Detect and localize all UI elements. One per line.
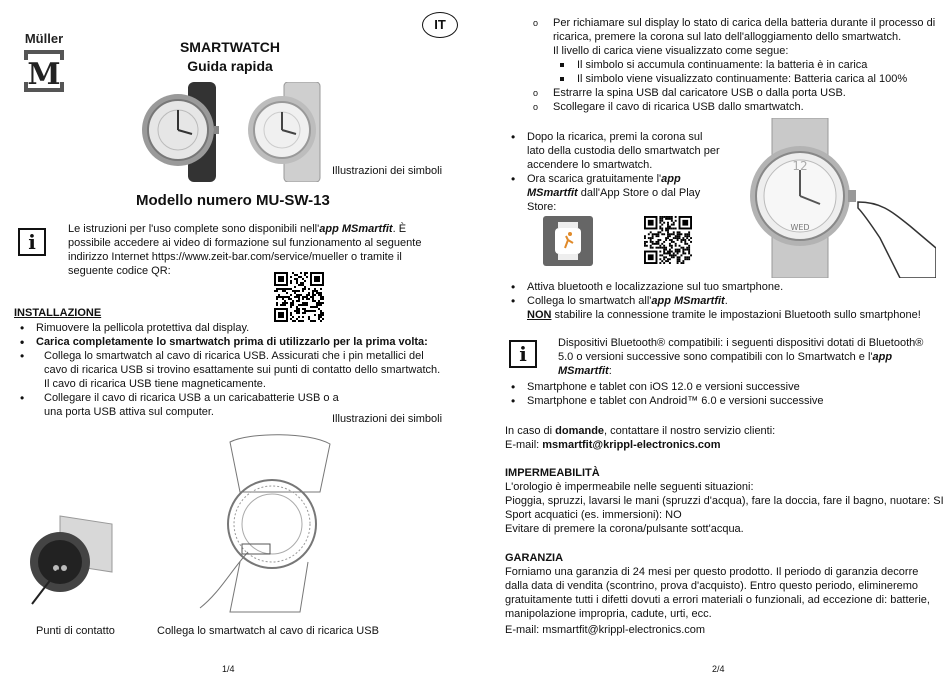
water-line: Evitare di premere la corona/pulsante sott'acqua. [505, 523, 744, 535]
install-list [14, 321, 446, 419]
page-number-left: 1/4 [222, 664, 235, 674]
info-icon: i [509, 340, 537, 368]
intro-text: Le istruzioni per l'uso complete sono disponibili nell'app MSmartfit. È possibile accedere ai video di formazione sul funzionamento al seguente indirizzo Internet https://www.zeit-bar.com/service/mueller o tramite il seguente codice QR: [68, 223, 422, 277]
svg-text:WED: WED [790, 223, 810, 232]
contact-text: In caso di domande, contattare il nostro servizio clienti: [505, 425, 776, 437]
water-line: L'orologio è impermeabile nelle seguenti situazioni: [505, 481, 754, 493]
brand-name: Müller [24, 31, 64, 46]
caption-contacts: Punti di contatto [36, 625, 115, 637]
app-msmartfit-icon [543, 216, 593, 266]
water-line: Pioggia, spruzzi, lavarsi le mani (spruzzi d'acqua), fare la doccia, fare il bagno, nuotare: SI [505, 495, 944, 507]
watch-crown-press-illustration [740, 118, 936, 278]
install-heading: INSTALLAZIONE [14, 307, 102, 319]
caption-connect: Collega lo smartwatch al cavo di ricarica USB [157, 625, 379, 637]
contact-email: E-mail: msmartfit@krippl-electronics.com [505, 439, 721, 451]
watch-leather-illustration [130, 82, 230, 182]
water-line: Sport acquatici (es. immersioni): NO [505, 509, 682, 521]
list-item: • Ora scarica gratuitamente l'app MSmartfit dall'App Store o dal Play Store: [505, 172, 723, 214]
list-item: • Attiva bluetooth e localizzazione sul tuo smartphone. [505, 280, 937, 294]
page-number-right: 2/4 [712, 664, 725, 674]
list-item: • Collega lo smartwatch al cavo di ricarica USB. Assicurati che i pin metallici del cavo di ricarica USB si trovino esattamente sui punti di contatto dello smartwatch. Il cavo di ricarica USB tiene magneticamente. [14, 349, 446, 391]
brand-mark-icon [18, 46, 70, 96]
list-item: o Per richiamare sul display lo stato di carica della batteria durante il processo di ricarica, premere la corona sul lato dell'alloggiamento dello smartwatch. [505, 16, 937, 44]
warranty-heading: GARANZIA [505, 552, 564, 564]
bluetooth-list [505, 280, 937, 322]
page-subtitle: Guida rapida [187, 58, 273, 74]
list-item: NON stabilire la connessione tramite le impostazioni Bluetooth sullo smartphone! [527, 309, 921, 321]
svg-text:M: M [27, 57, 61, 92]
list-item: Il simbolo viene visualizzato continuamente: Batteria carica al 100% [505, 72, 937, 86]
qr-code-app [644, 216, 692, 264]
watch-charging-illustration [190, 432, 360, 618]
list-item: • Collegare il cavo di ricarica USB a un caricabatterie USB o a una porta USB attiva sul computer. [14, 391, 344, 419]
symbols-caption-top: Illustrazioni dei simboli [332, 165, 443, 177]
qr-code-video [274, 272, 324, 322]
list-item: o Scollegare il cavo di ricarica USB dallo smartwatch. [505, 100, 937, 114]
list-item: Il livello di carica viene visualizzato come segue: [553, 45, 789, 57]
watch-mesh-illustration [244, 82, 328, 182]
language-badge: IT [422, 12, 458, 38]
watch-back-illustration [20, 512, 120, 608]
list-item: • Collega lo smartwatch all'app MSmartfit. [505, 294, 937, 308]
brand-logo [18, 32, 70, 98]
list-item: Il simbolo si accumula continuamente: la batteria è in carica [505, 58, 937, 72]
model-number: Modello numero MU-SW-13 [136, 192, 330, 209]
charge-list [505, 16, 937, 114]
list-item: • Smartphone e tablet con iOS 12.0 e versioni successive [505, 380, 937, 394]
symbols-caption-bottom: Illustrazioni dei simboli [332, 413, 443, 425]
info-icon: i [18, 228, 46, 256]
compat-text: Dispositivi Bluetooth® compatibili: i seguenti dispositivi dotati di Bluetooth® 5.0 o versioni successive sono compatibili con lo Smartwatch e l'app MSmartfit: [558, 337, 924, 377]
list-item: • Dopo la ricarica, premi la corona sul lato della custodia dello smartwatch per accendere lo smartwatch. [505, 130, 723, 172]
list-item: o Estrarre la spina USB dal caricatore USB o dalla porta USB. [505, 86, 937, 100]
warranty-text: Forniamo una garanzia di 24 mesi per questo prodotto. Il periodo di garanzia decorre dalla data di vendita (scontrino, prova d'acquisto). Entro questo periodo, elimineremo gratuitamente tutti i difetti dovuti a errori materiali o funzionali, ad eccezione di: batterie, manipolazione impropria, cadute, urti, ecc. [505, 566, 930, 620]
list-item: • Smartphone e tablet con Android™ 6.0 e versioni successive [505, 394, 937, 408]
after-charge-list [505, 130, 723, 214]
list-item: • Rimuovere la pellicola protettiva dal display. [14, 321, 446, 335]
list-item: • Carica completamente lo smartwatch prima di utilizzarlo per la prima volta: [14, 335, 446, 349]
svg-text:12: 12 [792, 159, 808, 173]
os-list [505, 380, 937, 408]
water-heading: IMPERMEABILITÀ [505, 467, 600, 479]
warranty-email: E-mail: msmartfit@krippl-electronics.com [505, 624, 706, 636]
page-title: SMARTWATCH [179, 39, 281, 55]
